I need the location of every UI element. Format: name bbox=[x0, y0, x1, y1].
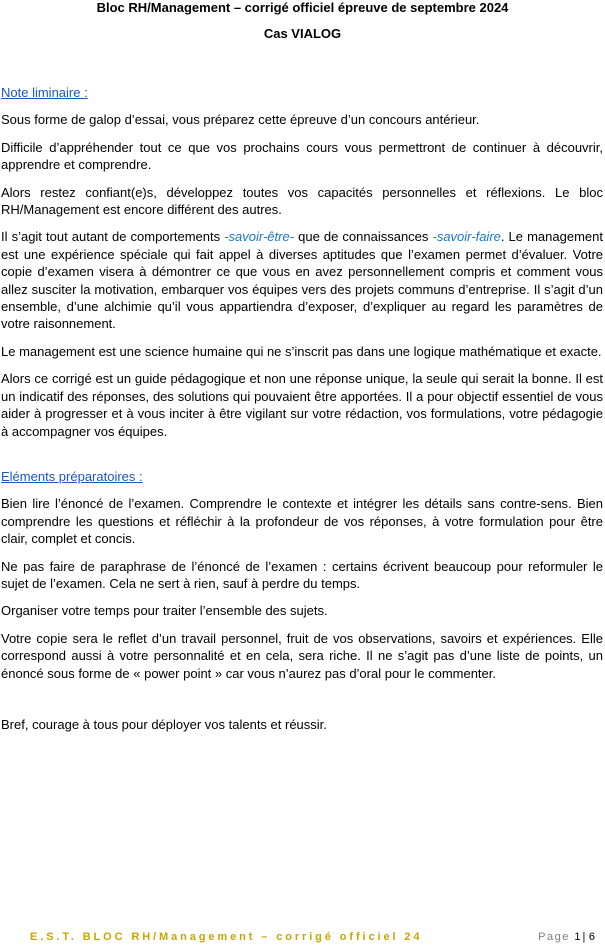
document-title: Bloc RH/Management – corrigé officiel épreuve de septembre 2024 bbox=[96, 0, 509, 15]
paragraph: Difficile d’appréhender tout ce que vos prochains cours vous permettront de continuer à découvrir, apprendre et comprendre. bbox=[1, 139, 603, 173]
paragraph: Organiser votre temps pour traiter l’ensemble des sujets. bbox=[1, 603, 328, 619]
page-label: Page bbox=[538, 931, 570, 943]
paragraph: Alors restez confiant(e)s, développez toutes vos capacités personnelles et réflexions. Le bloc RH/Management est encore différent des autres. bbox=[1, 184, 603, 218]
page-footer bbox=[0, 929, 605, 946]
text-run: Il s’agit tout autant de comportements bbox=[1, 229, 225, 245]
text-run: que de connaissances bbox=[294, 229, 433, 245]
accent-term: -savoir-faire bbox=[432, 229, 501, 245]
page-total: 6 bbox=[588, 931, 595, 943]
paragraph: Votre copie sera le reflet d’un travail personnel, fruit de vos observations, savoirs et expériences. Elle correspond aussi à votre personnalité et en cela, sera riche. Il ne s’agit pas d’une liste de points, un énoncé sous forme de « power point » car vous n’aurez pas d’oral pour le commenter. bbox=[1, 630, 603, 681]
paragraph bbox=[1, 228, 603, 332]
section-heading-note: Note liminaire : bbox=[1, 85, 88, 100]
paragraph: Bien lire l’énoncé de l’examen. Comprendre le contexte et intégrer les détails sans contre-sens. Bien comprendre les questions et réfléchir à la profondeur de vos réponses, à votre formulation pour être clair, complet et concis. bbox=[1, 496, 603, 547]
paragraph: Alors ce corrigé est un guide pédagogique et non une réponse unique, la seule qui serait la bonne. Il est un indicatif des réponses, des solutions qui pouvaient être apportées. Il a pour objectif essentiel de vous aider à progresser et à vous inciter à être vigilant sur votre rédaction, vos formulations, votre pédagogie à accompagner vos équipes. bbox=[1, 371, 603, 439]
paragraph: Sous forme de galop d’essai, vous préparez cette épreuve d’un concours antérieur. bbox=[1, 112, 480, 128]
document-body bbox=[1, 84, 603, 743]
paragraph: Ne pas faire de paraphrase de l’énoncé de l’examen : certains écrivent beaucoup pour reformuler le sujet de l’examen. Cela ne sert à rien, sauf à perdre du temps. bbox=[1, 558, 603, 591]
document-subtitle: Cas VIALOG bbox=[263, 26, 342, 41]
paragraph: Le management est une science humaine qui ne s’inscrit pas dans une logique mathématique et exacte. bbox=[1, 343, 602, 359]
text-run: . Le management est une expérience spéciale qui fait appel à diverses aptitudes que l’examen permet d’évaluer. Votre copie d’examen visera à démontrer ce que vous en avez personnellement compris et comment vous allez susciter la motivation, embarquer vos équipes vers des projets communs d’entreprise. Il s’agit d’un ensemble, d’une alchimie qu’il vous appartiendra d’exposer, d’expliquer au regard les paramètres de votre raisonnement. bbox=[1, 229, 603, 332]
accent-term: -savoir-être- bbox=[224, 229, 295, 245]
page-separator: | bbox=[582, 931, 587, 943]
closing-paragraph: Bref, courage à tous pour déployer vos talents et réussir. bbox=[1, 716, 327, 732]
section-heading-prep: Eléments préparatoires : bbox=[1, 468, 143, 484]
page-indicator bbox=[538, 929, 595, 946]
page-number: 1 bbox=[574, 931, 581, 943]
footer-label: E.S.T. BLOC RH/Management – corrigé officiel 24 bbox=[30, 931, 423, 943]
